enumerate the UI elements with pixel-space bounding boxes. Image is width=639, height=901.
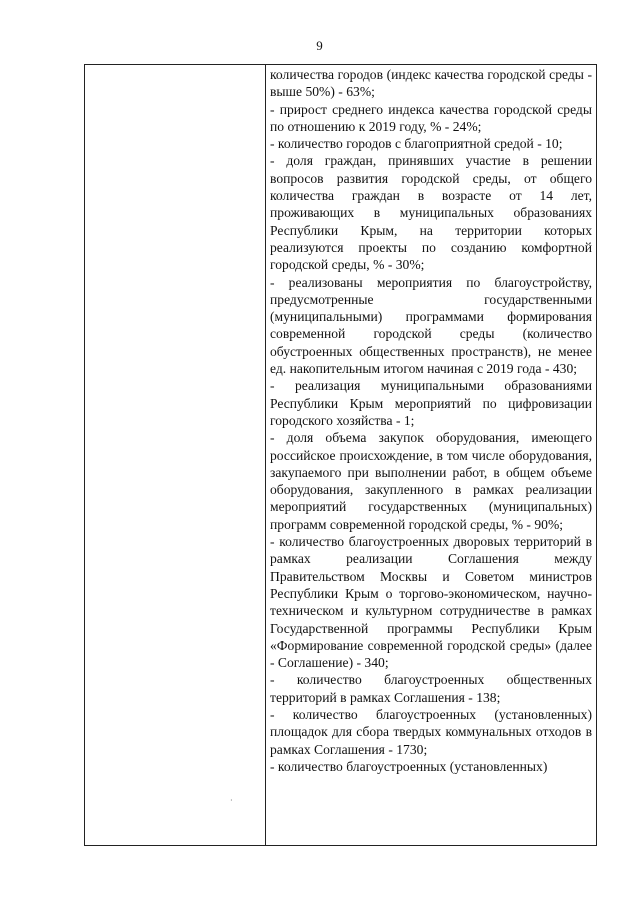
- paragraph: - количество благоустроенных общественных территорий в рамках Соглашения - 138;: [270, 672, 592, 705]
- paragraph: - количество благоустроенных (установленных) площадок для сбора твердых коммунальных отходов в рамках Соглашения - 1730;: [270, 706, 592, 757]
- paragraph: - прирост среднего индекса качества городской среды по отношению к 2019 году, % - 24%;: [270, 101, 592, 134]
- stray-dot-mark: ·: [230, 796, 233, 805]
- document-table: [84, 64, 597, 846]
- paragraph: - доля объема закупок оборудования, имеющего российское происхождение, в том числе оборудования, закупаемого при выполнении работ, в общем объеме оборудования, закупленного в рамках реализации мероприятий государственных (муниципальных) программ современной городской среды, % - 90%;: [270, 430, 592, 532]
- paragraph: - количество благоустроенных (установленных): [270, 758, 548, 774]
- paragraph: - доля граждан, принявших участие в решении вопросов развития городской среды, от общего количества граждан в возрасте от 14 лет, проживающих в муниципальных образованиях Республики Крым, на территории которых реализуются проекты по созданию комфортной городской среды, % - 30%;: [270, 153, 592, 273]
- paragraph: - количество благоустроенных дворовых территорий в рамках реализации Соглашения между Правительством Москвы и Советом министров Республики Крым о торгово-экономическом, научно-техническом и культурном сотрудничестве в рамках Государственной программы Республики Крым «Формирование современной городской среды» (далее - Соглашение) - 340;: [270, 534, 592, 671]
- table-row: [85, 65, 597, 846]
- paragraph: - количество городов с благоприятной средой - 10;: [270, 136, 563, 152]
- table-cell-right: [266, 65, 597, 846]
- page-number: 9: [316, 38, 323, 53]
- paragraph: - реализация муниципальными образованиями Республики Крым мероприятий по цифровизации городского хозяйства - 1;: [270, 378, 592, 428]
- paragraph: количества городов (индекс качества городской среды - выше 50%) - 63%;: [270, 67, 592, 100]
- table-cell-left: [85, 65, 266, 846]
- paragraph: - реализованы мероприятия по благоустройству, предусмотренные государственными (муниципальными) программами формирования современной городской среды (количество обустроенных общественных пространств), не менее ед. накопительным итогом начиная с 2019 года - 430;: [270, 274, 592, 377]
- right-cell-content: [266, 65, 596, 775]
